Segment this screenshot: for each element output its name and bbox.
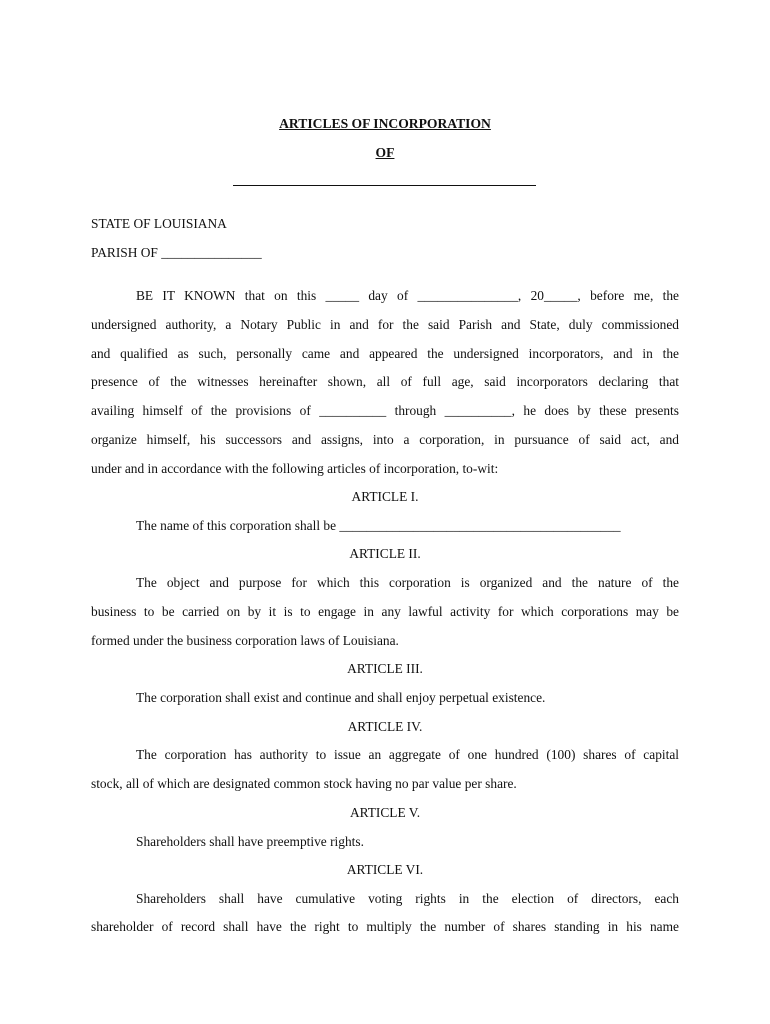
article-text: formed under the business corporation laws of Louisiana. — [91, 633, 399, 648]
article-text: Shareholders shall have cumulative voting rights in the election of directors, each — [136, 891, 679, 906]
article-heading: ARTICLE III. — [347, 661, 423, 676]
article-text: The corporation shall exist and continue and shall enjoy perpetual existence. — [136, 690, 546, 705]
preamble-line: undersigned authority, a Notary Public in and for the said Parish and State, duly commissioned — [91, 317, 679, 332]
article-heading: ARTICLE VI. — [346, 862, 424, 877]
preamble-line: presence of the witnesses hereinafter shown, all of full age, said incorporators declaring that — [91, 374, 679, 389]
preamble-line: and qualified as such, personally came and appeared the undersigned incorporators, and in the — [91, 346, 679, 361]
article-heading: ARTICLE I. — [351, 489, 419, 504]
parish-line: PARISH OF _______________ — [91, 245, 262, 260]
state-line: STATE OF LOUISIANA — [91, 216, 227, 231]
article-text: stock, all of which are designated common stock having no par value per share. — [91, 776, 517, 791]
preamble-line: BE IT KNOWN that on this _____ day of _______________, 20_____, before me, the — [136, 288, 679, 303]
document-subtitle: OF — [375, 145, 395, 160]
article-text: The object and purpose for which this corporation is organized and the nature of the — [136, 575, 679, 590]
preamble-line: availing himself of the provisions of __________ through __________, he does by these presents — [91, 403, 679, 418]
preamble-line: organize himself, his successors and assigns, into a corporation, in pursuance of said act, and — [91, 432, 679, 447]
preamble-line: under and in accordance with the following articles of incorporation, to-wit: — [91, 461, 499, 476]
article-text: shareholder of record shall have the right to multiply the number of shares standing in his name — [91, 919, 679, 934]
article-heading: ARTICLE IV. — [347, 719, 423, 734]
corporation-name-blank-line — [233, 185, 536, 186]
document-title: ARTICLES OF INCORPORATION — [279, 116, 491, 131]
article-text: business to be carried on by it is to engage in any lawful activity for which corporations may be — [91, 604, 679, 619]
article-text: The name of this corporation shall be __________________________________________ — [136, 518, 621, 533]
article-text: The corporation has authority to issue an aggregate of one hundred (100) shares of capital — [136, 747, 679, 762]
article-heading: ARTICLE V. — [349, 805, 421, 820]
article-text: Shareholders shall have preemptive rights. — [136, 834, 364, 849]
article-heading: ARTICLE II. — [349, 546, 421, 561]
